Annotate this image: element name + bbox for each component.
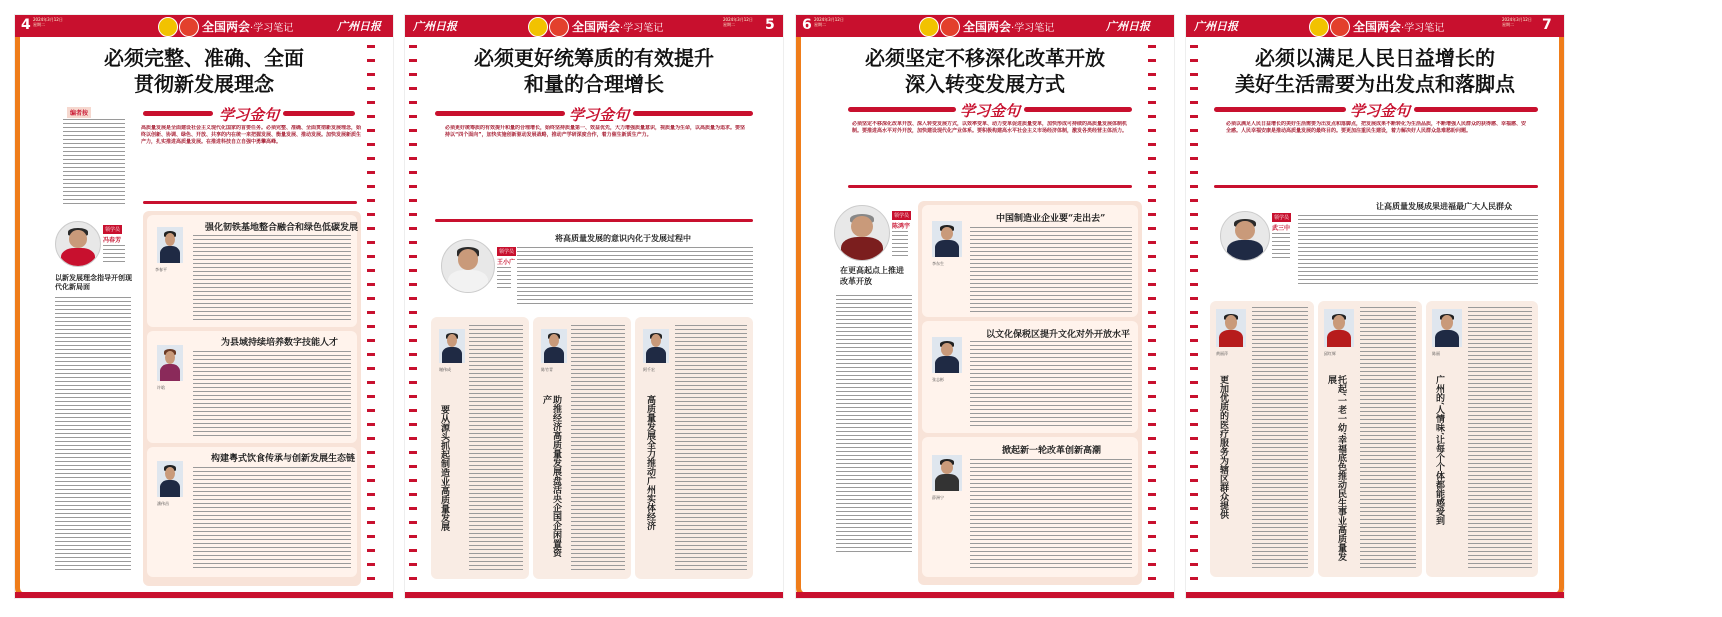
headline-line-1: 必须完整、准确、全面 [104,46,304,70]
article-title-1: 要从源头抓起制造业高质量发展 [439,405,449,531]
author-name: 武三中 [1272,225,1291,232]
date-info: 2024年3月12日 星期二 [814,17,844,27]
article-title-1: 中国制造业企业要“走出去” [996,214,1106,224]
article-title-2: 助推经济高质量发展盘活央企国企闲置资产 [541,395,561,557]
author-quote-title: 以新发展理念指导开创现代化新局面 [55,273,132,291]
date-info: 2024年3月12日 星期二 [1502,17,1532,27]
national-emblem-icon [1309,17,1329,37]
article-photo-1 [932,221,962,257]
section-title [963,18,1054,35]
author-column-text [1298,215,1538,287]
article-title-3: 高质量发展全力推动广州实体经济 [645,395,655,530]
page-header-bar [15,15,393,37]
section-title-sub: ·学习笔记 [620,23,664,34]
study-ribbon-left [435,111,565,116]
article-person-3: 阿千宏 [643,367,655,372]
article-title-1: 更加优质的医疗服务为辖区群众提供 [1218,375,1228,519]
newspaper-page-4[interactable] [15,15,393,598]
national-emblem-icon [158,17,178,37]
author-tag: 领学员 [1274,215,1290,221]
study-ribbon-left [848,107,956,112]
lead-paragraph: 必须更好统筹质的有效提升和量的合理增长，始终坚持质量第一、效益优先，大力增强质量意识，视质量为生命，以高质量为追求。要坚持以“四个面向”，加快实施创新驱动发展战略，推动产学研深度合作，着力催生新质生产力。 [445,125,745,138]
page-headline [1186,45,1564,97]
headline-line-1: 必须以满足人民日益增长的 [1255,46,1495,70]
author-avatar [441,239,495,293]
article-text-2 [970,341,1132,427]
author-name: 陈鸿宇 [892,223,911,230]
headline-line-2: 贯彻新发展理念 [134,72,274,96]
spiral-binding [367,45,375,585]
newspaper-brand: 广州日报 [337,20,381,33]
newspaper-page-7[interactable] [1186,15,1564,598]
section-title-main: 全国两会 [1353,20,1402,34]
author-quote-title: 将高质量发展的意识内化于发展过程中 [555,233,691,243]
spiral-binding [1190,45,1198,585]
article-photo-3 [932,455,962,491]
article-person-2: 陈竹青 [541,367,553,372]
party-emblem-icon [179,17,199,37]
study-ribbon-right [633,111,753,116]
author-avatar [1220,211,1270,261]
article-title-2: 为县域持续培养数字技能人才 [221,338,339,348]
editor-note-tag: 编者按 [67,107,91,118]
author-tag: 领学员 [499,249,515,255]
author-column-text [55,297,131,573]
author-quote-title: 在更高起点上推进改革开放 [840,265,904,286]
page-headline [796,45,1174,97]
national-emblem-icon [528,17,548,37]
section-title-main: 全国两会 [963,20,1012,34]
article-title-3: 掀起新一轮改革创新高潮 [1002,446,1102,456]
author-bio [892,231,908,257]
page-number: 7 [1542,17,1552,33]
article-text-2 [1360,307,1416,569]
page-header-bar [405,15,783,37]
page-header-bar [796,15,1174,37]
section-title [202,18,293,35]
lead-paragraph: 高质量发展是全面建设社会主义现代化国家的首要任务。必须完整、准确、全面贯彻新发展理念，始终以创新、协调、绿色、开放、共享的内在统一来把握发展、衡量发展、推动发展。加快发展新质生产力，扎实推进高质量发展。在推进科技自立自强中勇攀高峰。 [141,125,362,145]
article-title-3: 构建粤式饮食传承与创新发展生态链 [211,454,356,464]
party-emblem-icon [549,17,569,37]
study-badge: 学习金句 [569,106,630,124]
headline-line-1: 必须更好统筹质的有效提升 [474,46,714,70]
article-text-3 [675,325,747,571]
page-footer-bar [796,592,1174,598]
author-name: 王小广 [497,259,516,266]
lead-paragraph: 必须坚定不移深化改革开放、深入转变发展方式，以效率变革、动力变革促进质量变革，加快形成可持续的高质量发展体制机制。要推进高水平对外开放，加快建设现代化产业体系。要积极构建高水平社会主义市场经济体制，激发各类经营主体活力。 [852,121,1128,134]
article-photo-1 [157,227,183,263]
newspaper-brand: 广州日报 [413,20,457,33]
study-ribbon-right [1414,107,1538,112]
headline-line-1: 必须坚定不移深化改革开放 [865,46,1105,70]
article-text-3 [193,467,351,571]
page-headline [405,45,783,97]
article-person-1: 黄丽萍 [1216,351,1228,356]
newspaper-brand: 广州日报 [1194,20,1238,33]
article-person-1: 谢伟成 [439,367,451,372]
newspaper-page-5[interactable] [405,15,783,598]
page-number: 5 [765,17,775,33]
lead-underline [1214,185,1538,188]
study-ribbon-left [1214,107,1346,112]
author-name: 冯春芳 [103,237,122,244]
article-title-3: 广州的‘人情味’让每个个体都能感受到 [1434,375,1444,526]
article-text-3 [1468,307,1532,569]
page-number: 4 [21,17,31,33]
article-photo-2 [1324,309,1354,347]
study-ribbon-right [1024,107,1132,112]
section-title [1353,18,1444,35]
author-quote-title: 让高质量发展成果进福最广大人民群众 [1376,201,1512,211]
page-headline [15,45,393,97]
article-text-2 [571,325,625,571]
lead-underline [435,219,753,222]
lead-underline [143,201,357,204]
headline-line-2: 深入转变发展方式 [905,72,1065,96]
editor-note-text [63,119,125,205]
article-title-2: 以文化保税区提升文化对外开放水平 [986,330,1131,340]
party-emblem-icon [1330,17,1350,37]
section-title [572,18,663,35]
article-text-3 [970,459,1132,571]
section-title-main: 全国两会 [572,20,621,34]
article-photo-2 [157,345,183,381]
national-emblem-icon [919,17,939,37]
study-badge: 学习金句 [960,102,1021,120]
article-title-1: 强化韧铁基地整合融合和绿色低碳发展 [205,223,359,233]
date-info: 2024年3月12日 星期二 [723,17,753,27]
author-bio [103,245,125,265]
headline-line-2: 美好生活需要为出发点和落脚点 [1235,72,1515,96]
study-badge: 学习金句 [1350,102,1411,120]
study-ribbon-left [143,111,213,116]
study-badge: 学习金句 [219,106,280,124]
spiral-binding [1148,45,1156,585]
headline-line-2: 和量的合理增长 [524,72,664,96]
article-person-3: 潘伟昌 [157,501,169,506]
section-title-sub: ·学习笔记 [1011,23,1055,34]
page-header-bar [1186,15,1564,37]
article-person-3: 陈丽 [1432,351,1440,356]
author-column-text [517,247,753,305]
article-person-1: 李东生 [932,261,944,266]
page-number: 6 [802,17,812,33]
newspaper-brand: 广州日报 [1106,20,1150,33]
newspaper-page-6[interactable] [796,15,1174,598]
article-photo-2 [932,337,962,373]
section-title-main: 全国两会 [202,20,251,34]
article-text-1 [1252,307,1308,569]
article-photo-1 [439,329,465,363]
author-tag: 领学员 [894,213,910,219]
author-bio [1272,233,1290,259]
section-title-sub: ·学习笔记 [1401,23,1445,34]
article-person-2: 张志彬 [932,377,944,382]
page-footer-bar [1186,592,1564,598]
article-text-1 [970,227,1132,313]
article-text-1 [469,325,523,571]
author-bio [497,267,511,291]
author-avatar [834,205,890,261]
article-photo-1 [1216,309,1246,347]
date-info: 2024年3月12日 星期二 [33,17,63,27]
author-avatar [55,221,101,267]
article-person-2: 许晗 [157,385,165,390]
study-ribbon-right [283,111,355,116]
article-photo-3 [1432,309,1462,347]
party-emblem-icon [940,17,960,37]
article-photo-3 [157,461,183,497]
article-photo-2 [541,329,567,363]
article-person-3: 薛洲宁 [932,495,944,500]
lead-paragraph: 必须以满足人民日益增长的美好生活需要为出发点和落脚点，把发展成果不断转化为生活品质，不断增强人民群众的获得感、幸福感、安全感。人民幸福安康是推动高质量发展的最终目的。要更加注重民生建设，着力解决好人民群众急难愁盼问题。 [1226,121,1527,134]
article-title-2: 托起‘一老一幼’幸福底色推动民生事业高质量发展 [1326,375,1346,562]
section-title-sub: ·学习笔记 [250,23,294,34]
page-footer-bar [405,592,783,598]
author-tag: 领学员 [105,227,121,233]
article-photo-3 [643,329,669,363]
article-text-1 [193,235,351,321]
author-column-text [836,295,912,555]
article-text-2 [193,351,351,437]
lead-underline [848,185,1132,188]
article-person-1: 李春平 [155,267,167,272]
article-person-2: 邱红辉 [1324,351,1336,356]
page-footer-bar [15,592,393,598]
spiral-binding [409,45,417,585]
